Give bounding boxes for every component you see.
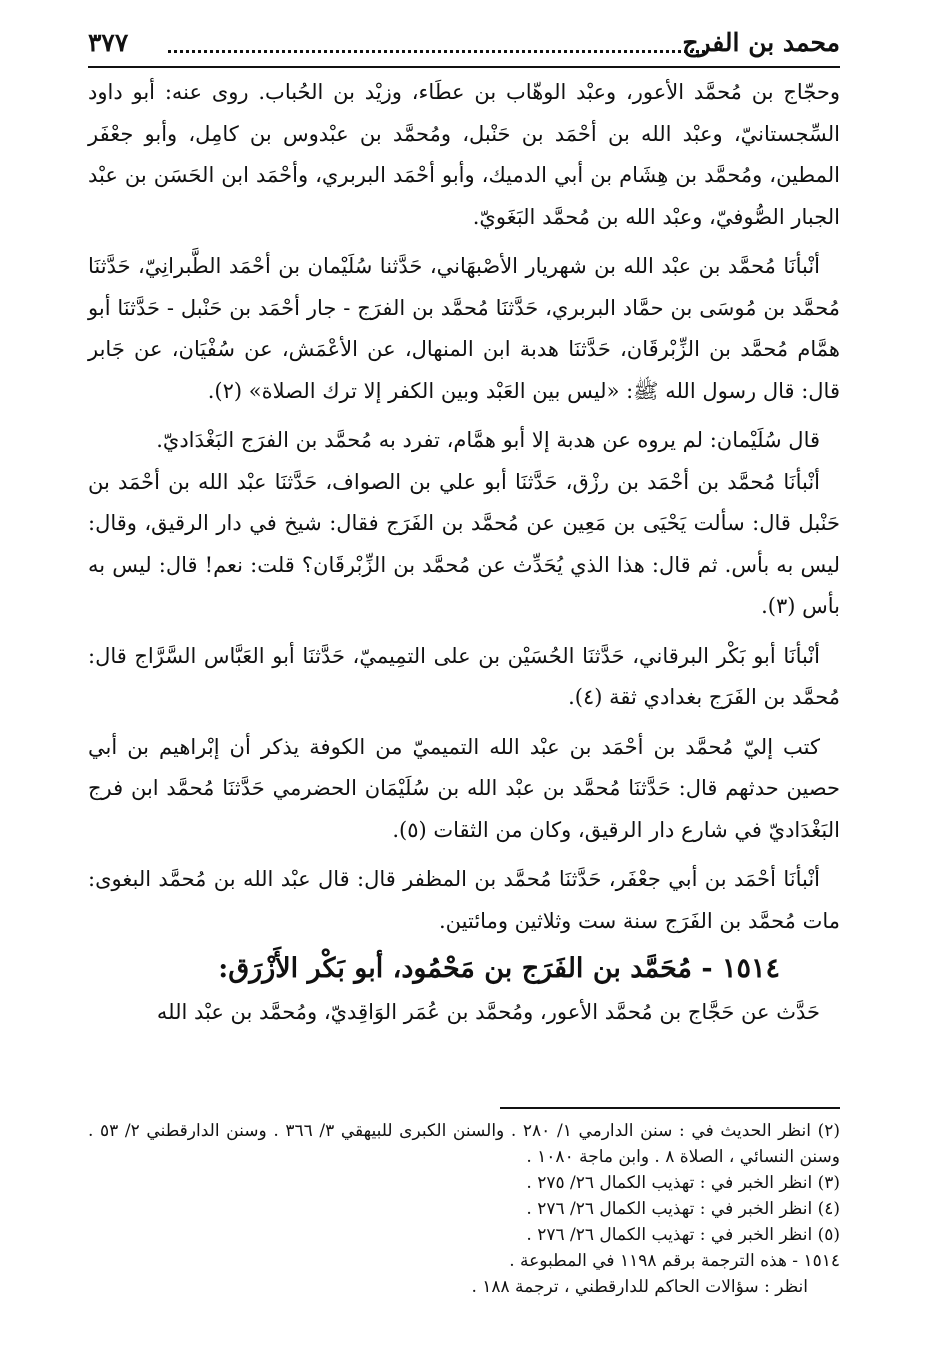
paragraph-barqani: أنْبأنَا أبو بَكْر البرقاني، حَدَّثنَا الحُسَيْن بن على التمِيميّ، حَدَّثنَا أبو العَبَّاس السَّرَّاج قال: مُحمَّد بن الفَرَج بغدادي ثقة (٤).	[88, 643, 840, 709]
paragraph-sulayman: قال سُلَيْمان: لم يروه عن هدبة إلا أبو همَّام، تفرد به مُحمَّد بن الفرَج البَغْدَاديّ.	[156, 428, 820, 452]
footnote-1514: ١٥١٤ - هذه الترجمة برقم ١١٩٨ في المطبوعة .	[509, 1251, 840, 1271]
paragraph-ibn-rizq: أنْبأنَا مُحمَّد بن أحْمَد بن رزْق، حَدَّثنَا أبو علي بن الصواف، حَدَّثنَا عبْد الله بن أحْمَد بن حَنْبل قال: سألت يَحْيَى بن مَعِين عن مُحمَّد بن الفَرَج فقال: شيخ في دار الرقيق، وقال: ليس به بأس. ثم قال: هذا الذي يُحَدِّث عن مُحمَّد بن الزِّبْرقَان؟ قلت: نعم! قال: ليس به بأس (٣).	[88, 469, 840, 618]
footnote-3: (٣) انظر الخبر في : تهذيب الكمال ٢٦/ ٢٧٥ .	[526, 1173, 840, 1193]
running-header	[88, 26, 840, 68]
paragraph-abi-jafar: أنْبأنَا أحْمَد بن أبي جعْفَر، حَدَّثنَا مُحمَّد بن المظفر قال: قال عبْد الله بن مُحمَّد البغوى: مات مُحمَّد بن الفَرَج سنة ست وثلاثين ومائتين.	[88, 867, 840, 933]
paragraph-narrators: وحجّاج بن مُحمَّد الأعور، وعبْد الوهّاب بن عطَاء، وزيْد بن الحُباب. روى عنه: أبو داود السِّجستانيّ، وعبْد الله بن أحْمَد بن حَنْبل، ومُحمَّد بن عبْدوس بن كامِل، وأبو جعْفَر المطين، ومُحمَّد بن هِشَام بن أبي الدميك، وأبو أحْمَد البربري، وأحْمَد ابن الحَسَن بن عبْد الجبار الصُّوفيّ، وعبْد الله بن مُحمَّد البَغَويّ.	[88, 80, 840, 229]
footnotes	[88, 1118, 840, 1300]
main-text	[88, 72, 840, 1034]
paragraph-hadith: أنْبأنَا مُحمَّد بن عبْد الله بن شهريار الأصْبهَاني، حَدَّثنا سُلَيْمان بن أحْمَد الطَّبرانِيّ، حَدَّثنَا مُحمَّد بن مُوسَى بن حمَّاد البربري، حَدَّثنَا مُحمَّد بن الفرَج - جار أحْمَد بن حَنْبل - حَدَّثنَا أبو همَّام مُحمَّد بن الزِّبْرقَان، حَدَّثنَا هدبة ابن المنهال، عن الأعْمَش، عن سُفْيَان، عن جَابر قال: قال رسول الله ﷺ: «ليس بين العَبْد وبين الكفر إلا ترك الصلاة» (٢).	[88, 254, 840, 403]
paragraph-entry-1514: حَدَّث عن حَجَّاج بن مُحمَّد الأعور، ومُحمَّد بن عُمَر الوَاقِديّ، ومُحمَّد بن عبْد الله	[156, 1000, 820, 1024]
footnote-divider	[500, 1107, 840, 1109]
header-title: محمد بن الفرج	[682, 28, 840, 57]
paragraph-tamimi: كتب إليّ مُحمَّد بن أحْمَد بن عبْد الله التميميّ من الكوفة يذكر أن إبْراهيم بن أبي حصين حدثهم قال: حَدَّثنَا مُحمَّد بن عبْد الله بن سُلَيْمَان الحضرمي حَدَّثنَا مُحمَّد ابن فرج البَغْدَاديّ في شارع دار الرقيق، وكان من الثقات (٥).	[88, 734, 840, 842]
footnote-4: (٤) انظر الخبر في : تهذيب الكمال ٢٦/ ٢٧٦ .	[526, 1199, 840, 1219]
entry-heading: ١٥١٤ - مُحَمَّد بن الفَرَج بن مَحْمُود، أبو بَكْر الأَزْرَق:	[218, 953, 780, 984]
footnote-1514-source: انظر : سؤالات الحاكم للدارقطني ، ترجمة ١٨٨ .	[471, 1277, 808, 1297]
header-leader-dots	[168, 50, 705, 53]
page-number: ٣٧٧	[88, 28, 129, 57]
footnote-5: (٥) انظر الخبر في : تهذيب الكمال ٢٦/ ٢٧٦ .	[526, 1225, 840, 1245]
footnote-2: (٢) انظر الحديث في : سنن الدارمي ١/ ٢٨٠ . والسنن الكبرى للبيهقي ٣/ ٣٦٦ . وسنن الدارقطني ٢/ ٥٣ . وسنن النسائي ، الصلاة ٨ . وابن ماجة ١٠٨٠ .	[88, 1121, 840, 1167]
